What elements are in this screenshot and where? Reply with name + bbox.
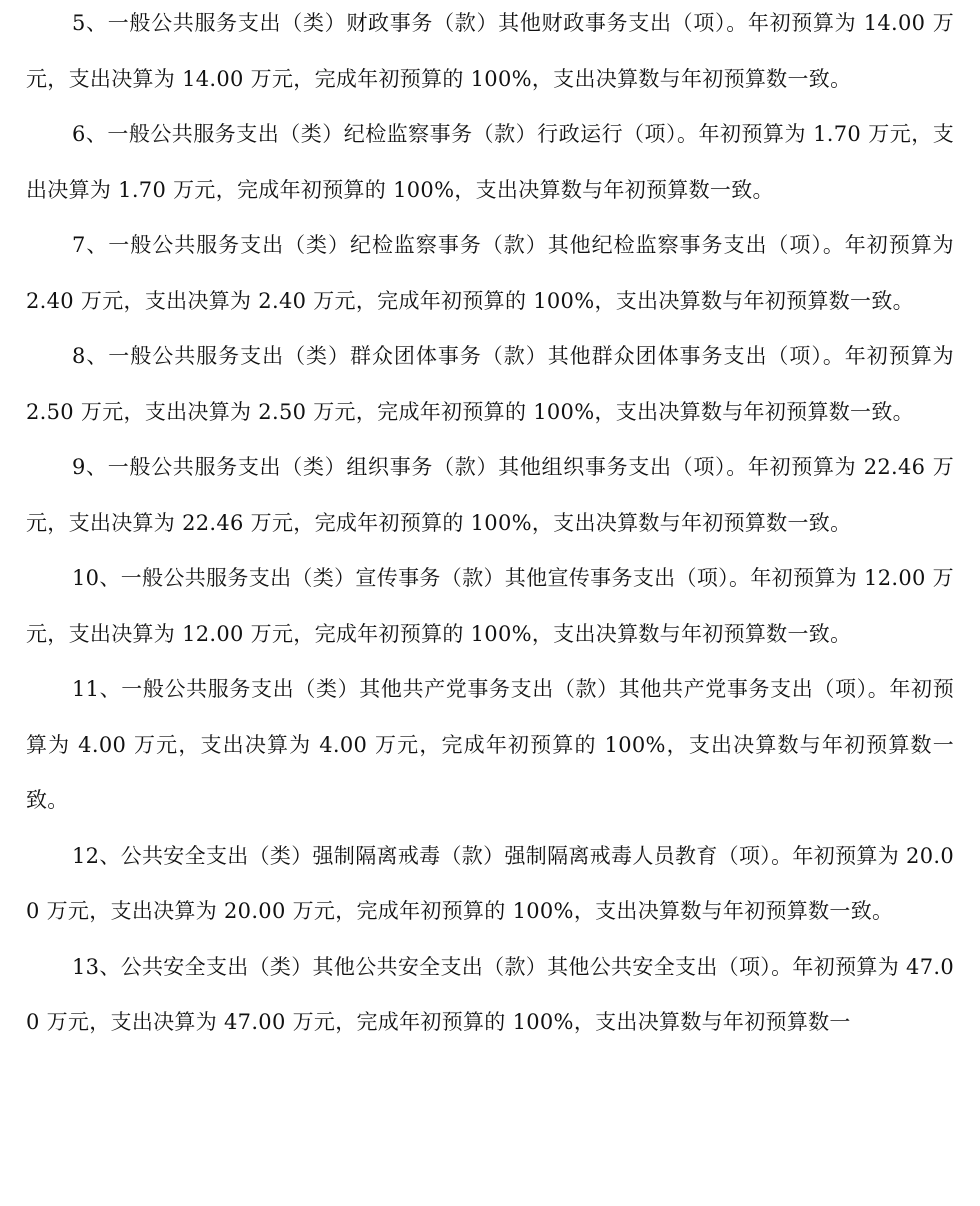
paragraph-item-13: 13、公共安全支出（类）其他公共安全支出（款）其他公共安全支出（项）。年初预算为 47.00 万元，支出决算为 47.00 万元，完成年初预算的 100%，支出决算数与年初预算数一 — [26, 954, 954, 1034]
paragraph-item-9: 9、一般公共服务支出（类）组织事务（款）其他组织事务支出（项）。年初预算为 22.46 万元，支出决算为 22.46 万元，完成年初预算的 100%，支出决算数与年初预算数一致。 — [26, 455, 954, 535]
document-body — [26, 0, 954, 1051]
paragraph-item-5: 5、一般公共服务支出（类）财政事务（款）其他财政事务支出（项）。年初预算为 14.00 万元，支出决算为 14.00 万元，完成年初预算的 100%，支出决算数与年初预算数一致。 — [26, 11, 954, 91]
paragraph-item-10: 10、一般公共服务支出（类）宣传事务（款）其他宣传事务支出（项）。年初预算为 12.00 万元，支出决算为 12.00 万元，完成年初预算的 100%，支出决算数与年初预算数一致。 — [26, 566, 954, 646]
paragraph-item-8: 8、一般公共服务支出（类）群众团体事务（款）其他群众团体事务支出（项）。年初预算为 2.50 万元，支出决算为 2.50 万元，完成年初预算的 100%，支出决算数与年初预算数一致。 — [26, 344, 954, 424]
paragraph-item-6: 6、一般公共服务支出（类）纪检监察事务（款）行政运行（项）。年初预算为 1.70 万元，支出决算为 1.70 万元，完成年初预算的 100%，支出决算数与年初预算数一致。 — [26, 122, 954, 202]
paragraph-item-11: 11、一般公共服务支出（类）其他共产党事务支出（款）其他共产党事务支出（项）。年初预算为 4.00 万元，支出决算为 4.00 万元，完成年初预算的 100%，支出决算数与年初预算数一致。 — [26, 677, 954, 812]
paragraph-item-7: 7、一般公共服务支出（类）纪检监察事务（款）其他纪检监察事务支出（项）。年初预算为 2.40 万元，支出决算为 2.40 万元，完成年初预算的 100%，支出决算数与年初预算数一致。 — [26, 233, 954, 313]
paragraph-item-12: 12、公共安全支出（类）强制隔离戒毒（款）强制隔离戒毒人员教育（项）。年初预算为 20.00 万元，支出决算为 20.00 万元，完成年初预算的 100%，支出决算数与年初预算数一致。 — [26, 843, 954, 923]
